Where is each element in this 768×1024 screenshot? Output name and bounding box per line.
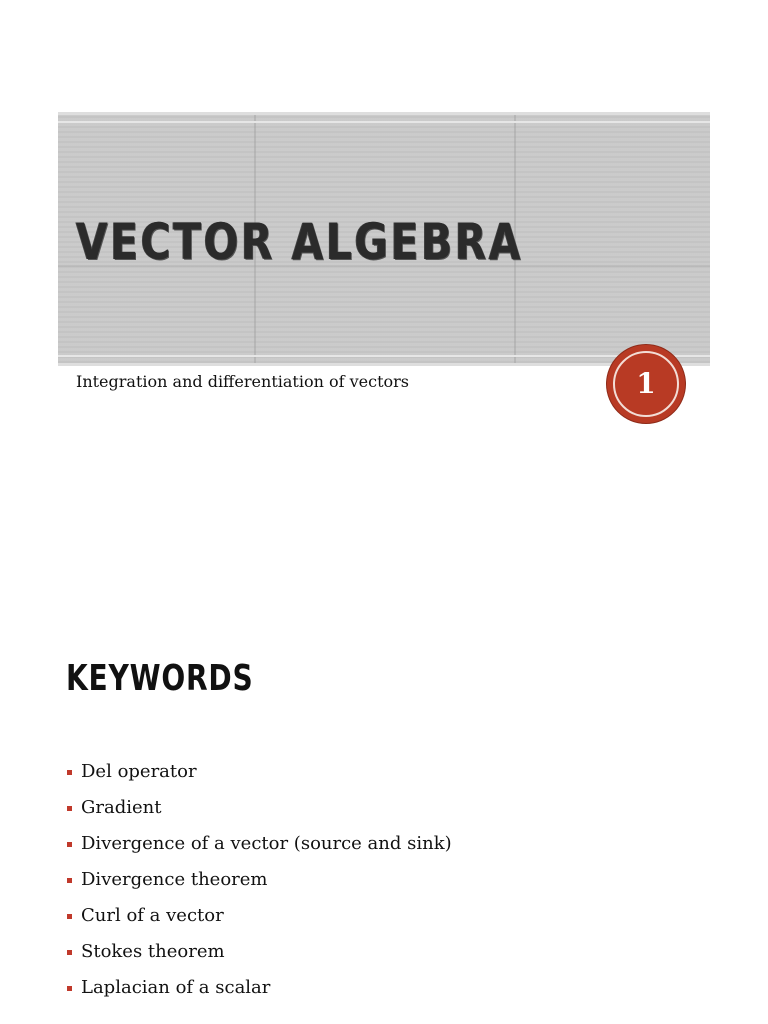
square-bullet-icon bbox=[67, 770, 72, 775]
title-slide bbox=[0, 0, 768, 500]
section-heading: KEYWORDS bbox=[66, 658, 254, 699]
list-item bbox=[66, 754, 452, 790]
page-number: 1 bbox=[636, 367, 656, 400]
title-banner bbox=[58, 112, 710, 366]
keywords-slide bbox=[0, 500, 768, 1024]
slide-subtitle: Integration and differentiation of vectors bbox=[76, 372, 409, 391]
square-bullet-icon bbox=[67, 842, 72, 847]
slide-title: VECTOR ALGEBRA bbox=[76, 213, 524, 271]
list-item-label: Gradient bbox=[81, 797, 162, 818]
list-item bbox=[66, 970, 452, 1006]
list-item bbox=[66, 826, 452, 862]
list-item-label: Stokes theorem bbox=[81, 941, 225, 962]
list-item-label: Del operator bbox=[81, 761, 197, 782]
list-item-label: Curl of a vector bbox=[81, 905, 224, 926]
square-bullet-icon bbox=[67, 950, 72, 955]
square-bullet-icon bbox=[67, 806, 72, 811]
list-item bbox=[66, 898, 452, 934]
square-bullet-icon bbox=[67, 878, 72, 883]
page-number-badge bbox=[607, 345, 685, 423]
list-item bbox=[66, 790, 452, 826]
square-bullet-icon bbox=[67, 914, 72, 919]
square-bullet-icon bbox=[67, 986, 72, 991]
list-item bbox=[66, 934, 452, 970]
list-item-label: Divergence of a vector (source and sink) bbox=[81, 833, 452, 854]
list-item bbox=[66, 862, 452, 898]
list-item-label: Divergence theorem bbox=[81, 869, 268, 890]
keyword-list bbox=[66, 754, 452, 1006]
list-item-label: Laplacian of a scalar bbox=[81, 977, 271, 998]
